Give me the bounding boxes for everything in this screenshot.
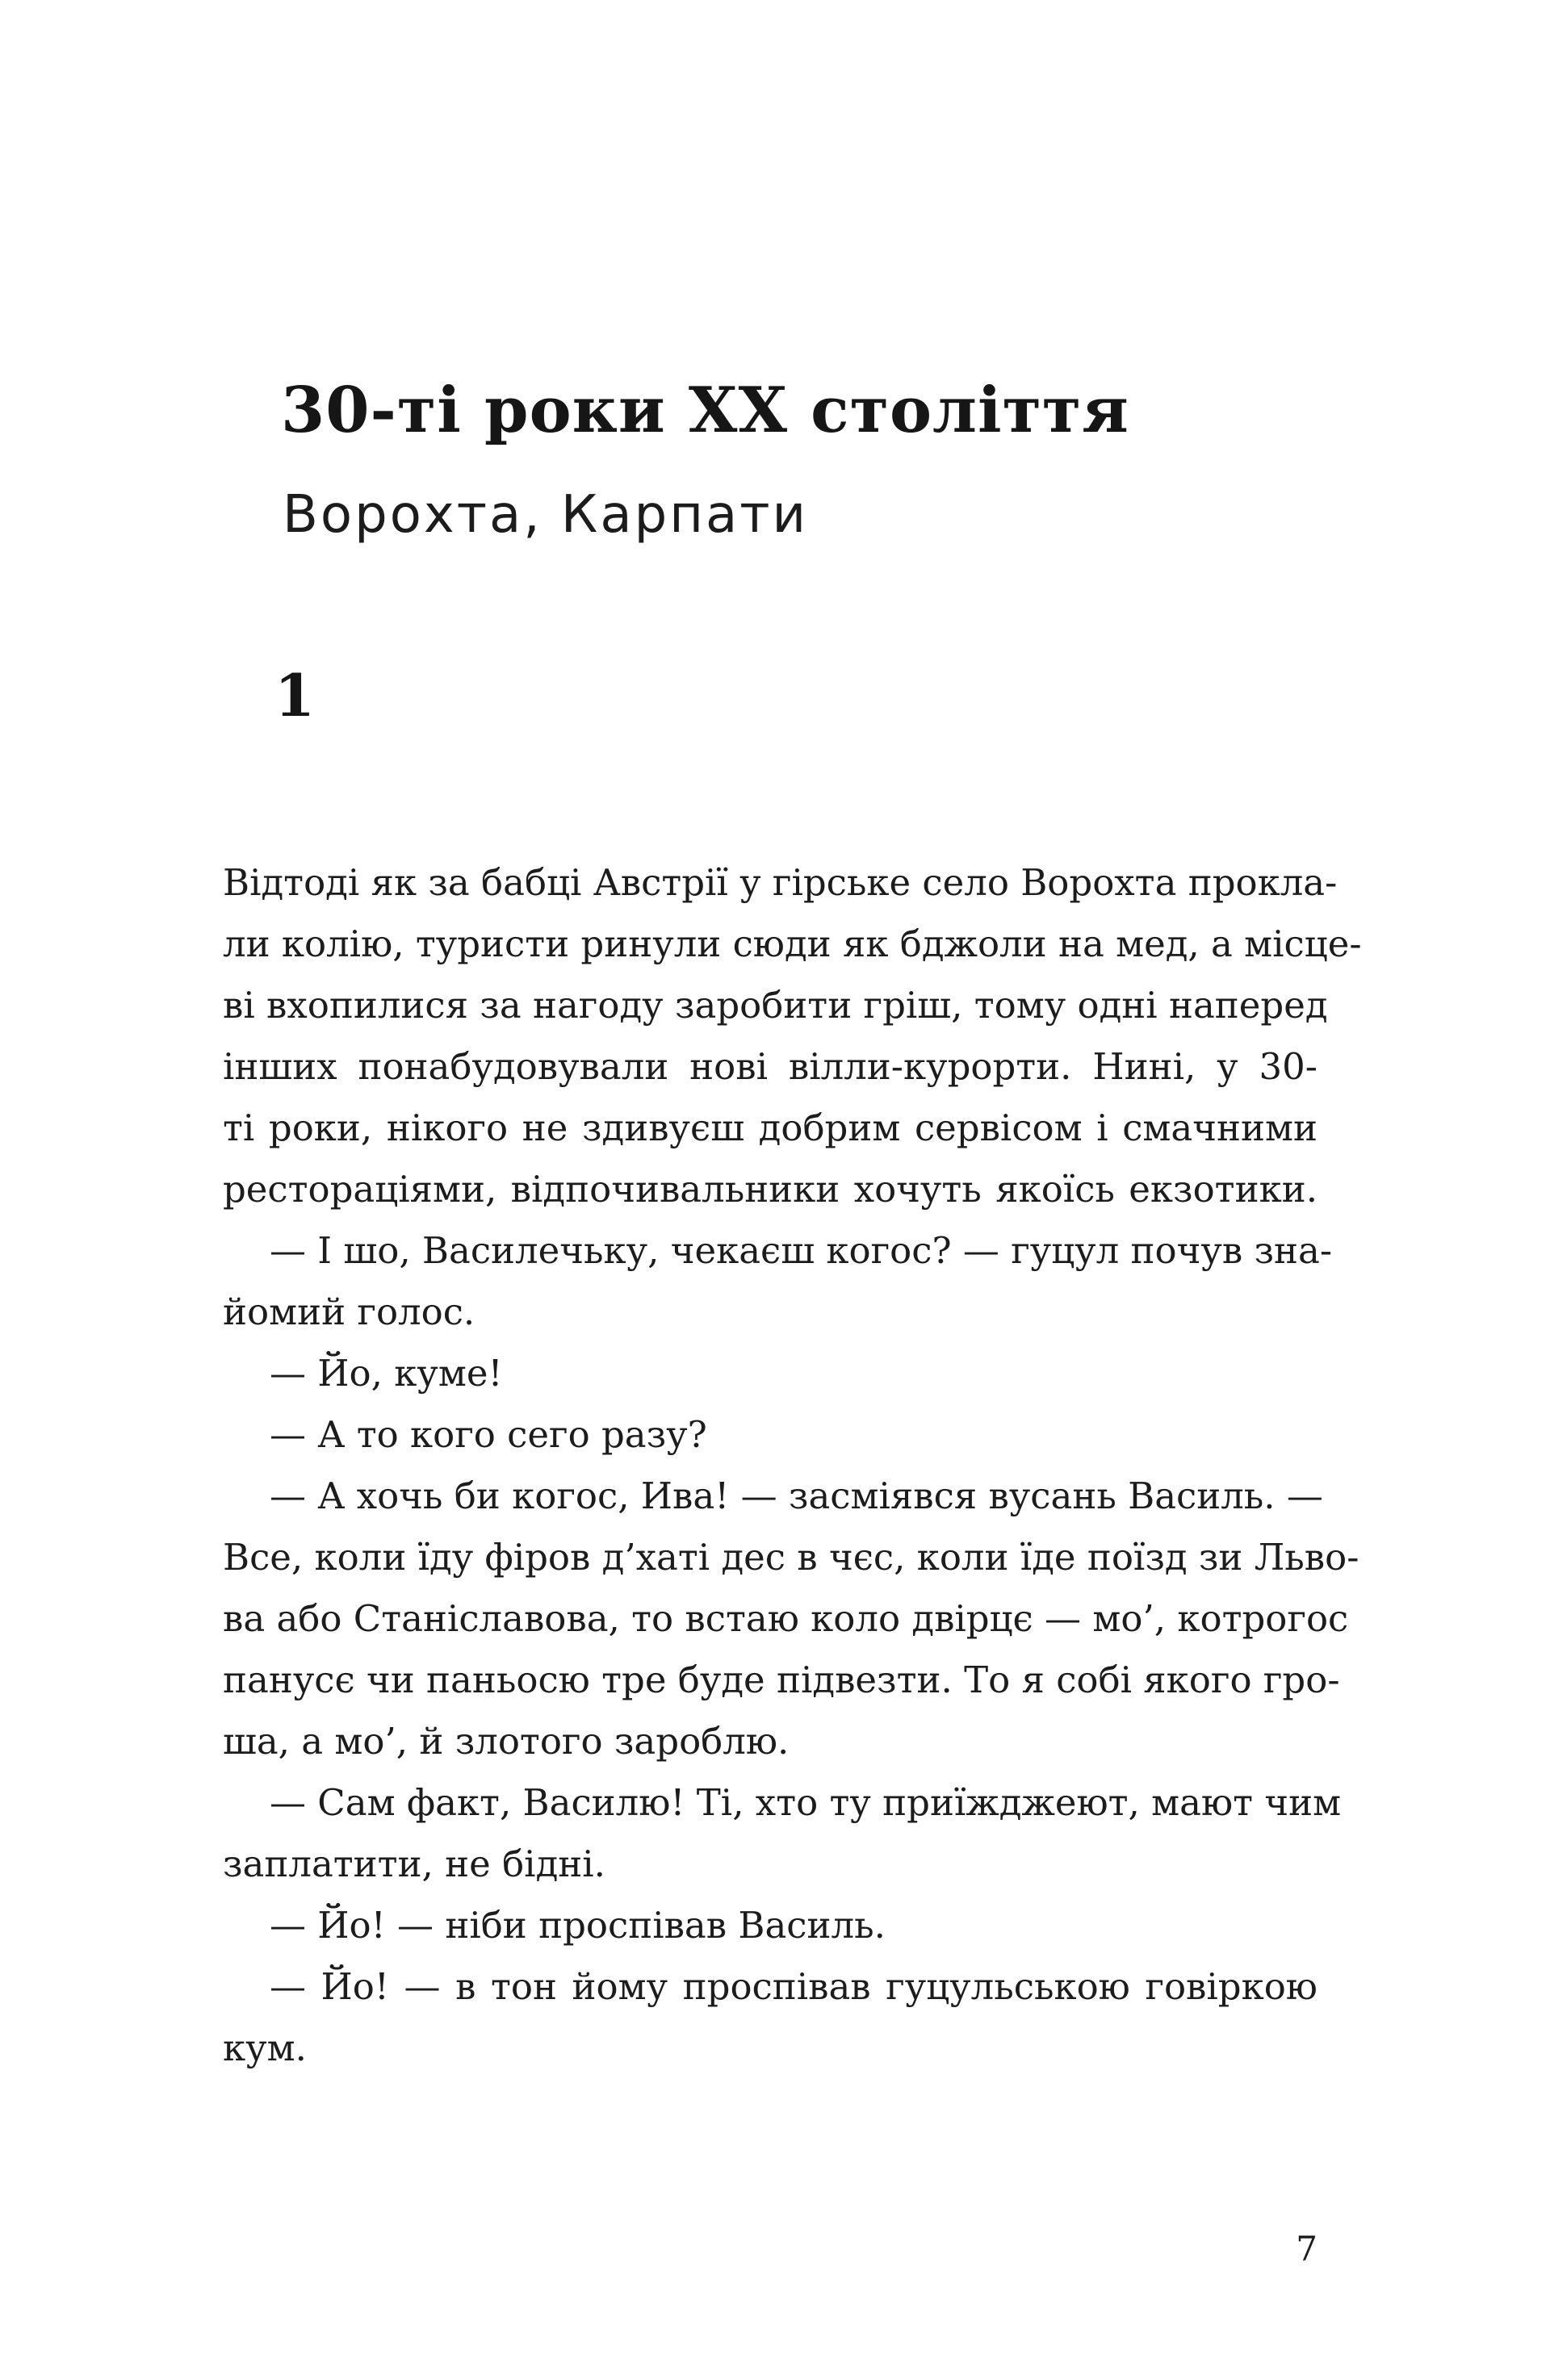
text-line: ли колію, туристи ринули сюди як бджоли на мед, а місце- bbox=[223, 922, 1362, 965]
body-text bbox=[223, 852, 1362, 2079]
text-line: інших понабудовували нові вілли-курорти. Нині, у 30- bbox=[223, 1045, 1318, 1088]
text-line: панусє чи паньосю тре буде підвезти. То я собі якого гро- bbox=[223, 1658, 1340, 1701]
dialogue-line: — Сам факт, Василю! Ті, хто ту приїжджеют, мают чим bbox=[270, 1781, 1342, 1824]
dialogue-line: — Йо! — в тон йому проспівав гуцульською говіркою bbox=[270, 1965, 1318, 2008]
text-line: йомий голос. bbox=[223, 1290, 475, 1333]
text-line: ві вхопилися за нагоду заробити гріш, тому одні наперед bbox=[223, 984, 1328, 1027]
dialogue-line: — Йо, куме! bbox=[270, 1352, 503, 1395]
text-line: ті роки, нікого не здивуєш добрим сервісом і смачними bbox=[223, 1106, 1318, 1149]
text-line: заплатити, не бідні. bbox=[223, 1843, 605, 1885]
section-number: 1 bbox=[274, 661, 316, 730]
text-line: Відтоді як за бабці Австрії у гірське село Ворохта прокла- bbox=[223, 861, 1338, 904]
dialogue-line: — А хочь би когос, Ива! — засміявся вусань Василь. — bbox=[270, 1474, 1323, 1517]
chapter-title: 30-ті роки XX століття bbox=[281, 374, 1129, 447]
dialogue-line: — А то кого сего разу? bbox=[270, 1413, 707, 1456]
chapter-subtitle: Ворохта, Карпати bbox=[283, 485, 809, 545]
text-line: ва або Станіславова, то встаю коло двірцє — мо’, котрогос bbox=[223, 1597, 1349, 1640]
page-number: 7 bbox=[1296, 2229, 1318, 2269]
text-line: кум. bbox=[223, 2027, 307, 2069]
text-line: ша, а мо’, й злотого зароблю. bbox=[223, 1720, 790, 1763]
text-line: Все, коли їду фіров д’хаті дес в чєс, коли їде поїзд зи Льво- bbox=[223, 1536, 1359, 1579]
dialogue-line: — І шо, Василечьку, чекаєш когос? — гуцул почув зна- bbox=[270, 1229, 1333, 1272]
text-line: рестораціями, відпочивальники хочуть якоїсь екзотики. bbox=[223, 1168, 1318, 1211]
dialogue-line: — Йо! — ніби проспівав Василь. bbox=[270, 1904, 886, 1947]
